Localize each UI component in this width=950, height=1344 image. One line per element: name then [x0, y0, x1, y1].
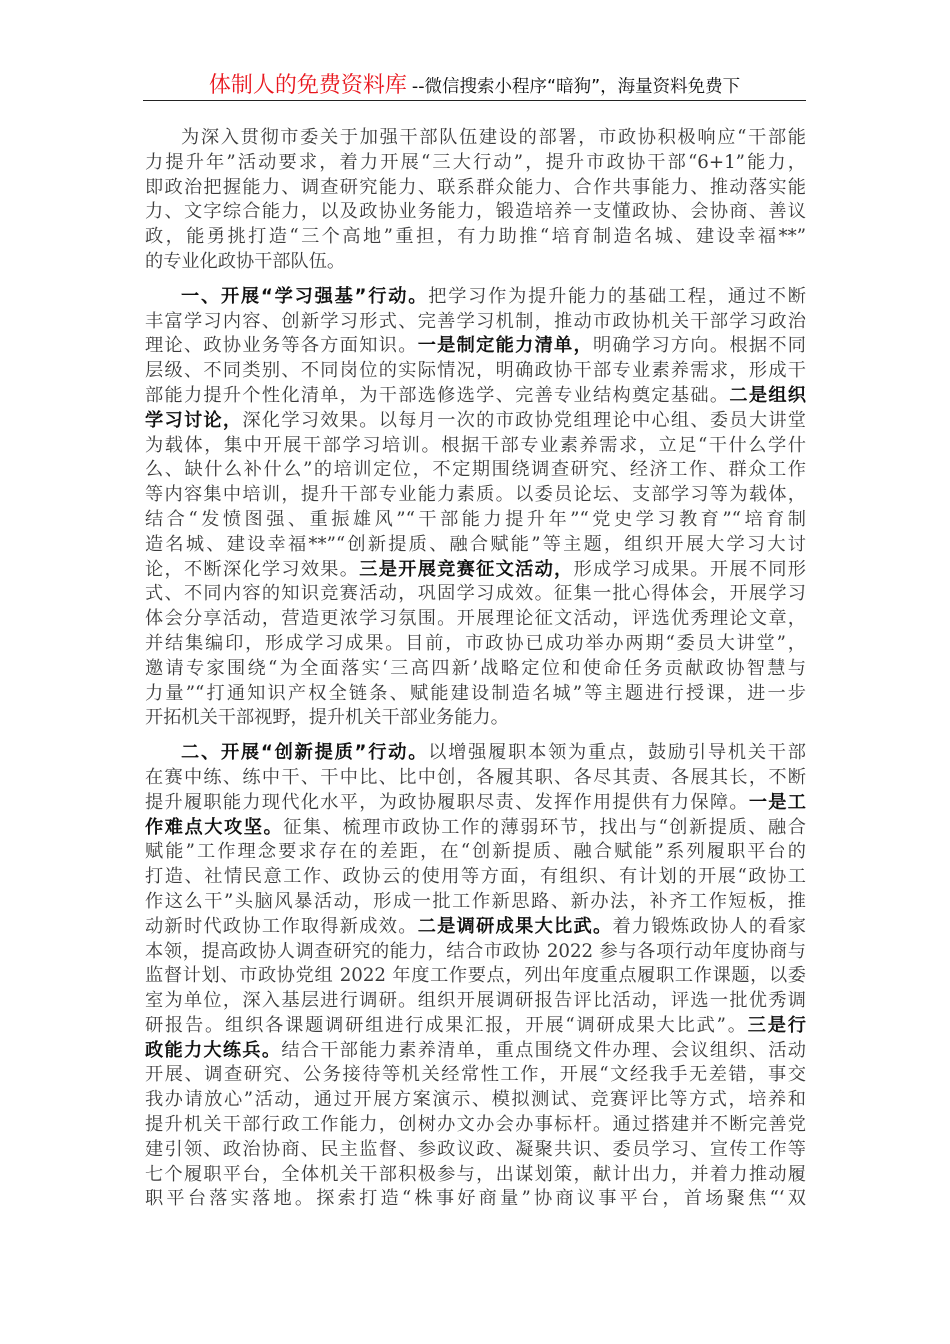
text-line: [145, 915, 806, 940]
text-line: [145, 607, 806, 632]
bold-heading-text: 二是组织: [729, 384, 806, 406]
text-line: [145, 176, 806, 201]
body-text: 把学习作为提升能力的基础工程，通过不断: [428, 285, 806, 307]
bold-heading-text: 作难点大攻坚。: [145, 816, 284, 838]
body-text: 层级、不同类别、不同岗位的实际情况，明确政协干部专业素养需求，形成干: [145, 360, 806, 382]
text-line: [145, 682, 806, 707]
body-text: 么、缺什么补什么”的培训定位，不定期围绕调查研究、经济工作、群众工作: [145, 459, 806, 481]
body-text: 提升机关干部行政工作能力，创树办文办会办事标杆。通过搭建并不断完善党: [145, 1114, 806, 1136]
text-line: [145, 865, 806, 890]
body-text: 在赛中练、练中干、干中比、比中创，各履其职、各尽其责、各展其长，不断: [145, 766, 806, 788]
body-text: 我办请放心”活动，通过开展方案演示、模拟测试、竞赛评比等方式，培养和: [145, 1089, 806, 1111]
body-text: 即政治把握能力、调查研究能力、联系群众能力、合作共事能力、推动落实能: [145, 176, 806, 198]
text-line: [145, 791, 806, 816]
body-text: 式、不同内容的知识竞赛活动，巩固学习成效。征集一批心得体会，开展学习: [145, 583, 806, 605]
body-text: 力量”“打通知识产权全链条、赋能建设制造名城”等主题进行授课，进一步: [145, 682, 806, 704]
body-text: 监督计划、市政协党组 2022 年度工作要点，列出年度重点履职工作课题，以委: [145, 965, 806, 987]
body-text: 的专业化政协干部队伍。: [145, 250, 346, 272]
body-text: 结合“发愤图强、重振雄风”“干部能力提升年”“党史学习教育”“培育制: [145, 508, 806, 530]
text-line: [145, 483, 806, 508]
body-text: 体会分享活动，营造更浓学习氛围。开展理论征文活动，评选优秀理论文章，: [145, 608, 806, 630]
text-line: [145, 1088, 806, 1113]
bold-heading-text: 二、开展“创新提质”行动。: [181, 742, 429, 764]
text-line: [145, 1163, 806, 1188]
text-line: [145, 126, 806, 151]
text-line: [145, 1039, 806, 1064]
body-text: 研报告。组织各课题调研组进行成果汇报，开展“调研成果大比武”。: [145, 1014, 748, 1036]
body-text: 开拓机关干部视野，提升机关干部业务能力。: [145, 707, 509, 729]
body-text: 室为单位，深入基层进行调研。组织开展调研报告评比活动，评选一批优秀调: [145, 990, 806, 1012]
body-text: 造名城、建设幸福**”“创新提质、融合赋能”等主题，组织开展大学习大讨: [145, 533, 806, 555]
body-text: 结合干部能力素养清单，重点围绕文件办理、会议组织、活动: [281, 1039, 806, 1061]
body-text: 提升履职能力现代化水平，为政协履职尽责、发挥作用提供有力保障。: [145, 791, 749, 813]
bold-heading-text: 三是行: [747, 1014, 806, 1036]
text-line: [145, 1138, 806, 1163]
body-text: 形成学习成果。开展不同形: [573, 558, 806, 580]
body-text: 征集、梳理市政协工作的薄弱环节，找出与“创新提质、融合: [283, 816, 806, 838]
text-line: [145, 816, 806, 841]
text-line: [145, 582, 806, 607]
body-text: 理论、政协业务等各方面知识。: [145, 335, 418, 357]
body-text: 打造、社情民意工作、政协云的使用等方面，有组织、有计划的开展“政协工: [145, 866, 806, 888]
body-text: 赋能”工作理念要求存在的差距，在“创新提质、融合赋能”系列履职平台的: [145, 841, 806, 863]
body-text: 为载体，集中开展干部学习培训。根据干部专业素养需求，立足“干什么学什: [145, 434, 806, 456]
body-text: 职平台落实落地。探索打造“株事好商量”协商议事平台，首场聚焦“‘双: [145, 1188, 806, 1210]
text-line: [145, 334, 806, 359]
body-text: 动新时代政协工作取得新成效。: [145, 915, 418, 937]
text-line: [145, 384, 806, 409]
text-line: [145, 657, 806, 682]
text-line: [145, 533, 806, 558]
text-line: [145, 434, 806, 459]
text-line: [145, 225, 806, 250]
text-line: [145, 632, 806, 657]
bold-heading-text: 一是工: [748, 791, 806, 813]
bold-heading-text: 一、开展“学习强基”行动。: [181, 285, 429, 307]
text-line: [145, 558, 806, 583]
body-text: 本领，提高政协人调查研究的能力，结合市政协 2022 参与各项行动年度协商与: [145, 940, 806, 962]
text-line: [145, 840, 806, 865]
body-text: 论，不断深化学习效果。: [145, 558, 360, 580]
body-text: 丰富学习内容、创新学习形式、完善学习机制，推动市政协机关干部学习政治: [145, 310, 806, 332]
body-text: 作这么干”头脑风暴活动，形成一批工作新思路、新办法，补齐工作短板，推: [145, 890, 806, 912]
body-text: 以增强履职本领为重点，鼓励引导机关干部: [428, 742, 806, 764]
text-line: [145, 458, 806, 483]
paragraph: [145, 126, 806, 275]
text-line: [145, 741, 806, 766]
text-line: [145, 151, 806, 176]
text-line: [145, 1063, 806, 1088]
bold-heading-text: 学习讨论，: [145, 409, 243, 431]
bold-heading-text: 三是开展竞赛征文活动，: [359, 558, 574, 580]
text-line: [145, 359, 806, 384]
text-line: [145, 250, 806, 275]
body-text: 着力锻炼政协人的看家: [612, 915, 806, 937]
body-text: 开展、调查研究、公务接待等机关经常性工作，开展“文经我手无差错，事交: [145, 1064, 806, 1086]
body-text: 政，能勇挑打造“三个高地”重担，有力助推“培育制造名城、建设幸福**”: [145, 226, 806, 248]
bold-heading-text: 二是调研成果大比武。: [417, 915, 613, 937]
body-text: 并结集编印，形成学习成果。目前，市政协已成功举办两期“委员大讲堂”，: [145, 632, 806, 654]
body-text: 明确学习方向。根据不同: [593, 335, 806, 357]
page-header: [143, 68, 806, 100]
text-line: [145, 964, 806, 989]
text-line: [145, 890, 806, 915]
text-line: [145, 1187, 806, 1212]
text-line: [145, 1113, 806, 1138]
text-line: [145, 508, 806, 533]
body-text: 深化学习效果。以每月一次的市政协党组理论中心组、委员大讲堂: [242, 409, 806, 431]
bold-heading-text: 一是制定能力清单，: [417, 335, 594, 357]
text-line: [145, 200, 806, 225]
text-line: [145, 766, 806, 791]
body-text: 力提升年”活动要求，着力开展“三大行动”，提升市政协干部“6+1”能力，: [145, 151, 806, 173]
text-line: [145, 409, 806, 434]
text-line: [145, 940, 806, 965]
header-divider: [143, 100, 806, 101]
body-text: 建引领、政治协商、民主监督、参政议政、凝聚共识、委员学习、宣传工作等: [145, 1138, 806, 1160]
header-tagline: --微信搜索小程序“暗狗”，海量资料免费下: [411, 77, 741, 97]
text-line: [145, 285, 806, 310]
body-text: 邀请专家围绕“为全面落实‘三高四新’战略定位和使命任务贡献政协智慧与: [145, 657, 806, 679]
paragraph: [145, 741, 806, 1212]
text-line: [145, 706, 806, 731]
text-line: [145, 1014, 806, 1039]
paragraph: [145, 285, 806, 731]
header-brand: 体制人的免费资料库: [208, 73, 407, 98]
body-text: 部能力提升个性化清单，为干部选修选学、完善专业结构奠定基础。: [145, 384, 730, 406]
bold-heading-text: 政能力大练兵。: [145, 1039, 282, 1061]
text-line: [145, 989, 806, 1014]
body-text: 等内容集中培训，提升干部专业能力素质。以委员论坛、支部学习等为载体，: [145, 484, 806, 506]
document-body: [145, 126, 806, 1222]
text-line: [145, 310, 806, 335]
body-text: 为深入贯彻市委关于加强干部队伍建设的部署，市政协积极响应“干部能: [181, 127, 806, 148]
body-text: 七个履职平台，全体机关干部积极参与，出谋划策，献计出力，并着力推动履: [145, 1163, 806, 1185]
body-text: 力、文字综合能力，以及政协业务能力，锻造培养一支懂政协、会协商、善议: [145, 201, 806, 223]
